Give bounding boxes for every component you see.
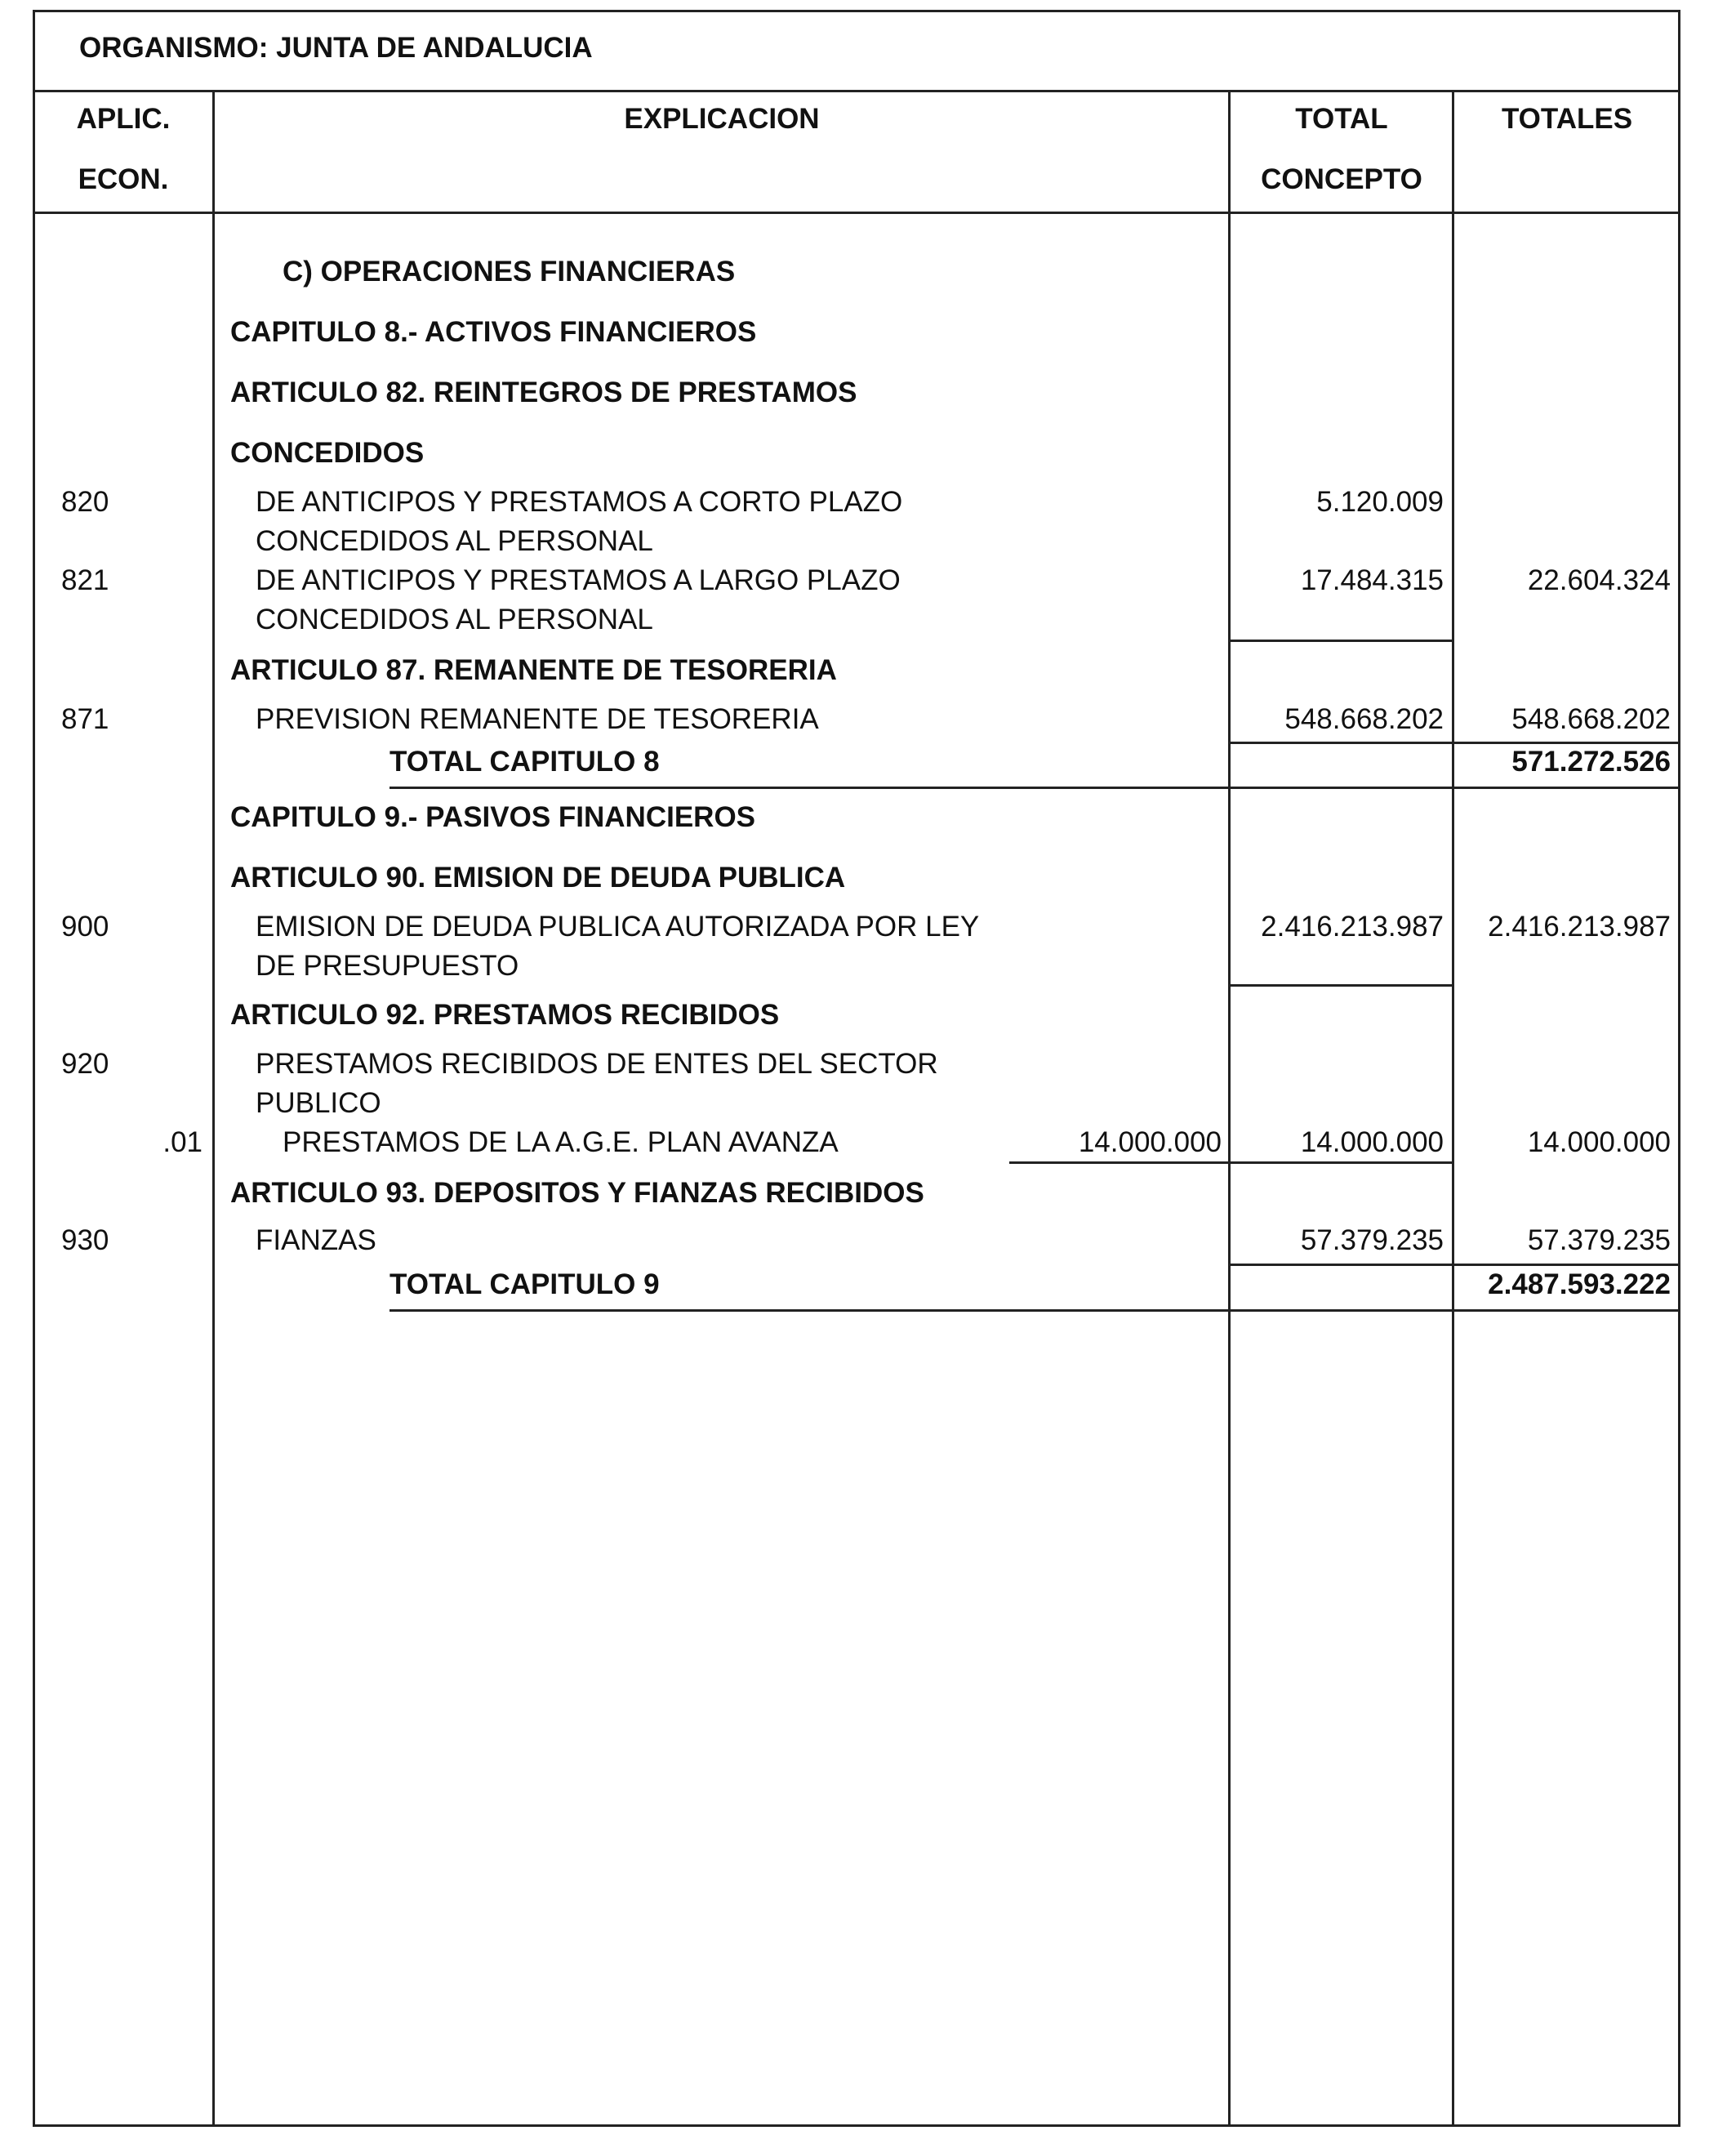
header-bottom-rule [33,212,1680,214]
header-top-rule [33,90,1680,92]
rule-above-total-cap8 [1230,742,1680,744]
row-820-description: DE ANTICIPOS Y PRESTAMOS A CORTO PLAZO [256,486,903,518]
row-821-total-concepto: 17.484.315 [1300,564,1444,596]
section-capitulo-8: CAPITULO 8.- ACTIVOS FINANCIEROS [230,316,757,348]
row-930-description: FIANZAS [256,1224,376,1256]
row-900-totales: 2.416.213.987 [1488,911,1671,943]
section-articulo-92: ARTICULO 92. PRESTAMOS RECIBIDOS [230,999,780,1031]
rule-above-total-cap9 [1230,1264,1680,1266]
row-920-01-code: .01 [162,1126,203,1158]
row-820-code: 820 [61,486,109,518]
section-articulo-93: ARTICULO 93. DEPOSITOS Y FIANZAS RECIBIDOS [230,1177,924,1209]
row-821-totales: 22.604.324 [1527,564,1671,596]
row-930-code: 930 [61,1224,109,1256]
section-articulo-87: ARTICULO 87. REMANENTE DE TESORERIA [230,654,837,686]
total-capitulo-8-value: 571.272.526 [1511,746,1671,778]
organismo-title: ORGANISMO: JUNTA DE ANDALUCIA [79,32,593,64]
row-920-01-subconcepto: 14.000.000 [1078,1126,1222,1158]
header-concepto: CONCEPTO [1261,163,1422,195]
column-divider-aplic [212,90,215,2127]
row-821-code: 821 [61,564,109,596]
row-930-total-concepto: 57.379.235 [1300,1224,1444,1256]
total-capitulo-9-value: 2.487.593.222 [1488,1268,1671,1300]
section-articulo-90: ARTICULO 90. EMISION DE DEUDA PUBLICA [230,862,846,894]
section-articulo-82-cont: CONCEDIDOS [230,437,425,469]
row-900-description-cont: DE PRESUPUESTO [256,950,519,982]
rule-below-total-cap8 [389,787,1680,789]
row-920-01-total-concepto: 14.000.000 [1300,1126,1444,1158]
header-total: TOTAL [1295,103,1388,135]
row-920-description: PRESTAMOS RECIBIDOS DE ENTES DEL SECTOR [256,1048,938,1080]
rule-art92-subtotal [1009,1161,1453,1164]
header-explicacion: EXPLICACION [624,103,820,135]
row-920-description-cont: PUBLICO [256,1087,381,1119]
row-900-code: 900 [61,911,109,943]
row-900-total-concepto: 2.416.213.987 [1261,911,1444,943]
row-871-total-concepto: 548.668.202 [1284,703,1444,735]
section-articulo-82: ARTICULO 82. REINTEGROS DE PRESTAMOS [230,377,857,408]
header-aplic: APLIC. [76,103,171,135]
header-totales: TOTALES [1501,103,1633,135]
rule-art90-subtotal [1230,984,1453,987]
column-divider-explicacion [1228,90,1231,2127]
section-capitulo-9: CAPITULO 9.- PASIVOS FINANCIEROS [230,801,756,833]
header-econ: ECON. [78,163,169,195]
row-900-description: EMISION DE DEUDA PUBLICA AUTORIZADA POR LEY [256,911,980,943]
rule-below-total-cap9 [389,1309,1680,1312]
row-821-description-cont: CONCEDIDOS AL PERSONAL [256,604,653,635]
row-871-description: PREVISION REMANENTE DE TESORERIA [256,703,819,735]
row-820-total-concepto: 5.120.009 [1316,486,1444,518]
row-821-description: DE ANTICIPOS Y PRESTAMOS A LARGO PLAZO [256,564,901,596]
column-divider-total [1452,90,1454,2127]
row-920-01-description: PRESTAMOS DE LA A.G.E. PLAN AVANZA [283,1126,839,1158]
total-capitulo-8-label: TOTAL CAPITULO 8 [389,746,660,778]
rule-art82-subtotal [1230,640,1453,642]
row-920-code: 920 [61,1048,109,1080]
row-820-description-cont: CONCEDIDOS AL PERSONAL [256,525,653,557]
total-capitulo-9-label: TOTAL CAPITULO 9 [389,1268,660,1300]
row-920-01-totales: 14.000.000 [1527,1126,1671,1158]
section-operaciones-financieras: C) OPERACIONES FINANCIERAS [283,256,736,287]
row-871-code: 871 [61,703,109,735]
row-871-totales: 548.668.202 [1511,703,1671,735]
row-930-totales: 57.379.235 [1527,1224,1671,1256]
